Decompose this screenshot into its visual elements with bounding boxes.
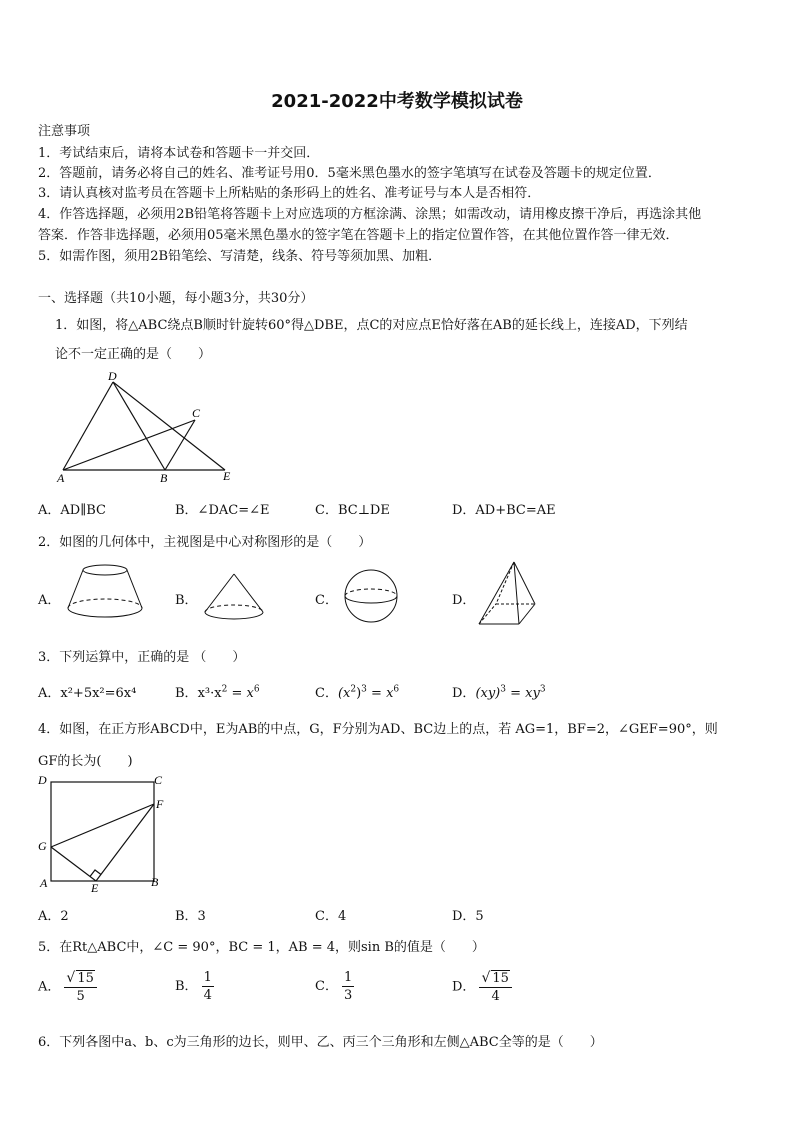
q2-option-c[interactable]: C． xyxy=(315,593,338,608)
numerator: 15 xyxy=(492,971,509,986)
numerator: 15 xyxy=(77,971,94,986)
math-term: = x xyxy=(366,686,394,701)
note-item: 3．请认真核对监考员在答题卡上所粘贴的条形码上的姓名、准考证号与本人是否相符． xyxy=(38,186,541,201)
radical-sign: √ xyxy=(481,970,491,986)
exponent: 6 xyxy=(393,684,400,695)
q3-option-b[interactable] xyxy=(175,682,260,701)
exam-title: 2021-2022中考数学模拟试卷 xyxy=(271,91,523,112)
option-label: D． xyxy=(452,979,476,995)
q4-option-b[interactable]: B．3 xyxy=(175,909,206,924)
label-b: B xyxy=(151,875,159,889)
exponent: 6 xyxy=(253,684,260,695)
label-d: D xyxy=(38,773,47,787)
label-a: A xyxy=(40,876,48,890)
cone-icon xyxy=(202,572,267,622)
fraction xyxy=(342,970,354,1003)
section-heading: 一、选择题（共10小题，每小题3分，共30分） xyxy=(38,291,314,306)
denominator: 3 xyxy=(343,988,353,1003)
note-item: 4．作答选择题，必须用2B铅笔将答题卡上对应选项的方框涂满、涂黑；如需改动，请用橡皮擦干净后，再选涂其他 xyxy=(38,207,702,222)
pyramid-icon xyxy=(476,560,538,628)
question-2-stem: 2．如图的几何体中，主视图是中心对称图形的是（ ） xyxy=(38,535,372,550)
exponent: 3 xyxy=(500,684,506,695)
question-6-stem: 6．下列各图中a、b、c为三角形的边长，则甲、乙、丙三个三角形和左侧△ABC全等的是（ ） xyxy=(38,1035,603,1050)
exponent: 2 xyxy=(221,684,228,695)
option-label: C． xyxy=(315,979,338,994)
label-a: A xyxy=(57,471,65,485)
note-item: 5．如需作图，须用2B铅笔绘、写清楚，线条、符号等须加黑、加粗． xyxy=(38,249,442,264)
label-c: C xyxy=(192,406,201,420)
numerator: 1 xyxy=(343,970,353,985)
exponent: 2 xyxy=(350,684,357,695)
math-term: x xyxy=(246,686,254,701)
frustum-icon xyxy=(65,560,145,625)
q4-option-d[interactable]: D．5 xyxy=(452,909,484,924)
label-f: F xyxy=(156,797,164,811)
denominator: 5 xyxy=(76,989,85,1004)
label-g: G xyxy=(38,839,47,853)
label-e: E xyxy=(223,469,231,483)
math-term: (x xyxy=(337,686,351,701)
option-label: C． xyxy=(315,686,338,701)
math-term: x³·x xyxy=(197,686,222,701)
q5-option-a[interactable] xyxy=(38,970,97,1004)
question-1-figure xyxy=(55,370,245,485)
q2-option-a[interactable]: A． xyxy=(38,593,61,608)
q1-option-a[interactable]: A．AD∥BC xyxy=(38,503,106,518)
denominator: 4 xyxy=(491,989,500,1004)
q1-option-b[interactable]: B．∠DAC=∠E xyxy=(175,503,270,518)
question-5-stem: 5．在Rt△ABC中，∠C = 90°，BC = 1，AB = 4，则sin B的值是（ ） xyxy=(38,940,485,955)
math-term: (xy) xyxy=(475,686,501,701)
exponent: 3 xyxy=(361,684,367,695)
notes-heading: 注意事项 xyxy=(38,124,91,139)
q1-option-d[interactable]: D．AD+BC=AE xyxy=(452,503,556,518)
option-label: D． xyxy=(452,686,476,701)
label-e: E xyxy=(91,881,99,895)
option-label: B． xyxy=(175,686,198,701)
q3-option-d[interactable] xyxy=(452,682,546,701)
q5-option-c[interactable] xyxy=(315,970,354,1003)
q5-option-d[interactable] xyxy=(452,970,512,1004)
radical-sign: √ xyxy=(66,970,76,986)
label-d: D xyxy=(108,369,117,383)
label-c: C xyxy=(154,773,163,787)
q2-option-b[interactable]: B． xyxy=(175,593,198,608)
exponent: 3 xyxy=(539,684,546,695)
fraction xyxy=(64,970,96,1004)
q4-option-a[interactable]: A．2 xyxy=(38,909,69,924)
denominator: 4 xyxy=(203,988,212,1003)
question-4-stem: 4．如图，在正方形ABCD中，E为AB的中点，G，F分别为AD、BC边上的点，若 AG=1，BF=2，∠GEF=90°，则 xyxy=(38,722,718,737)
fraction xyxy=(479,970,511,1004)
note-item: 答案．作答非选择题，必须用05毫米黑色墨水的签字笔在答题卡上的指定位置作答，在其他位置作答一律无效． xyxy=(38,228,679,243)
q2-option-d[interactable]: D． xyxy=(452,593,476,608)
q1-option-c[interactable]: C．BC⊥DE xyxy=(315,503,390,518)
sphere-icon xyxy=(343,568,399,624)
note-item: 1．考试结束后，请将本试卷和答题卡一并交回． xyxy=(38,146,320,161)
equals: = xyxy=(227,686,247,701)
label-b: B xyxy=(160,471,168,485)
paren: ) xyxy=(356,686,362,701)
q3-option-a[interactable]: A．x²+5x²=6x⁴ xyxy=(38,686,137,701)
option-label: A． xyxy=(38,979,61,995)
question-3-stem: 3．下列运算中，正确的是 （ ） xyxy=(38,650,246,665)
question-4-stem-cont: GF的长为( ) xyxy=(38,754,133,769)
numerator: 1 xyxy=(203,970,212,985)
question-4-figure xyxy=(36,772,171,897)
note-item: 2．答题前，请务必将自己的姓名、准考证号用0．5毫米黑色墨水的签字笔填写在试卷及答题卡的规定位置． xyxy=(38,166,661,181)
question-1-stem-cont: 论不一定正确的是（ ） xyxy=(55,347,212,362)
math-term: = xy xyxy=(506,686,540,701)
option-label: B． xyxy=(175,979,198,994)
q5-option-b[interactable] xyxy=(175,970,214,1003)
q4-option-c[interactable]: C．4 xyxy=(315,909,347,924)
q3-option-c[interactable] xyxy=(315,682,399,701)
fraction xyxy=(202,970,214,1003)
question-1-stem: 1．如图，将△ABC绕点B顺时针旋转60°得△DBE，点C的对应点E恰好落在AB的延长线上，连接AD，下列结 xyxy=(55,318,688,333)
